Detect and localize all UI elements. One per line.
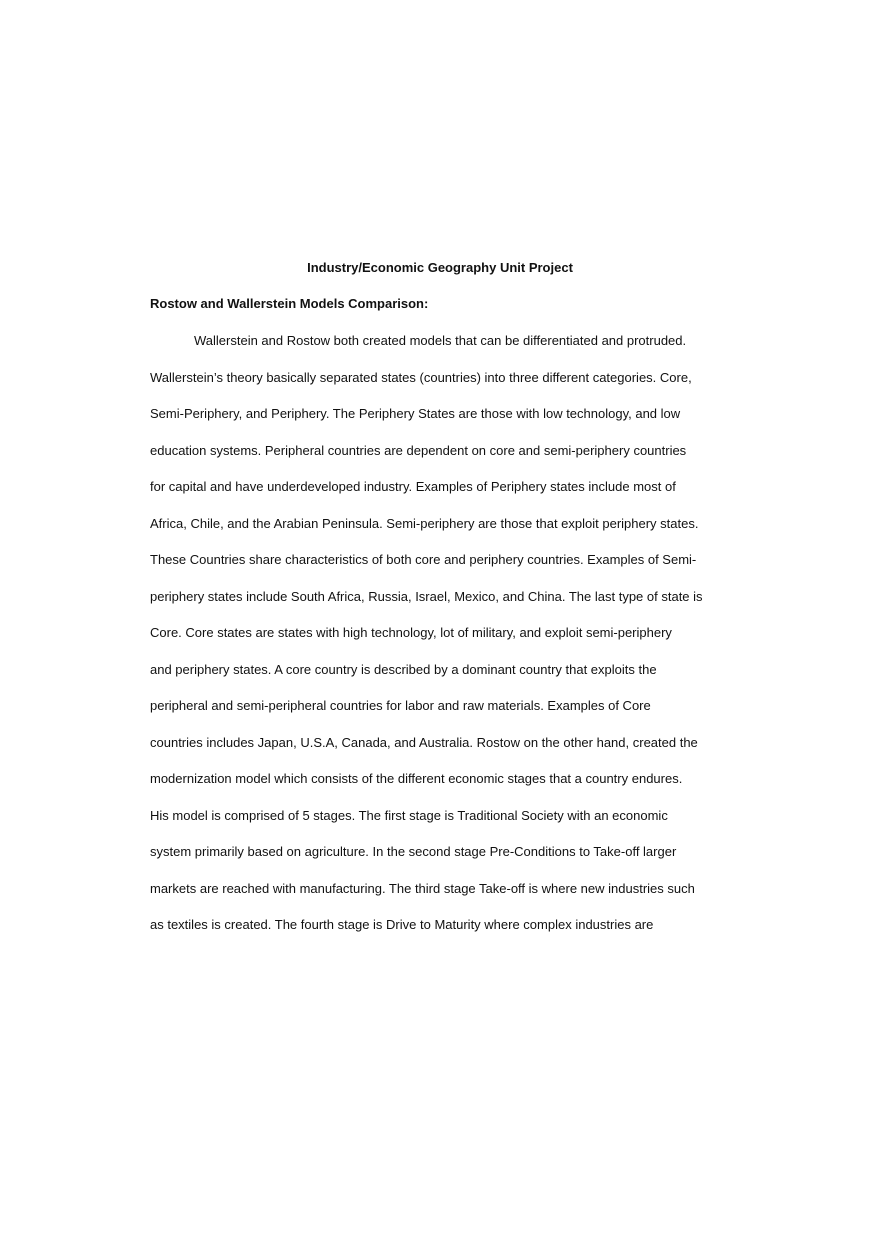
- paragraph-line: modernization model which consists of the different economic stages that a country endures.: [150, 771, 683, 786]
- paragraph-line: Wallerstein and Rostow both created models that can be differentiated and protruded.: [194, 333, 687, 348]
- paragraph-line: countries includes Japan, U.S.A, Canada, and Australia. Rostow on the other hand, created the: [150, 734, 698, 750]
- paragraph-line: markets are reached with manufacturing. The third stage Take-off is where new industries such: [150, 880, 695, 896]
- paragraph-line: periphery states include South Africa, Russia, Israel, Mexico, and China. The last type of state is: [150, 588, 703, 604]
- document-title: Industry/Economic Geography Unit Project: [307, 260, 573, 275]
- paragraph-line: peripheral and semi-peripheral countries for labor and raw materials. Examples of Core: [150, 698, 651, 713]
- paragraph-line: system primarily based on agriculture. In the second stage Pre-Conditions to Take-off larger: [150, 844, 677, 859]
- paragraph-line: Africa, Chile, and the Arabian Peninsula. Semi-periphery are those that exploit periphery states.: [150, 515, 699, 531]
- paragraph-line: for capital and have underdeveloped industry. Examples of Periphery states include most of: [150, 479, 676, 494]
- paragraph-line: His model is comprised of 5 stages. The first stage is Traditional Society with an economic: [150, 807, 668, 823]
- paragraph-line: as textiles is created. The fourth stage is Drive to Maturity where complex industries are: [150, 917, 654, 932]
- paragraph-line: Core. Core states are states with high technology, lot of military, and exploit semi-periphery: [150, 625, 672, 640]
- paragraph-line: and periphery states. A core country is described by a dominant country that exploits the: [150, 661, 657, 677]
- section-heading: Rostow and Wallerstein Models Comparison:: [150, 296, 429, 311]
- paragraph-line: These Countries share characteristics of both core and periphery countries. Examples of Semi-: [150, 552, 697, 567]
- paragraph-line: Semi-Periphery, and Periphery. The Periphery States are those with low technology, and low: [150, 406, 681, 421]
- paragraph-line: Wallerstein’s theory basically separated states (countries) into three different categories. Core,: [150, 369, 692, 385]
- paragraph-line: education systems. Peripheral countries are dependent on core and semi-periphery countries: [150, 442, 687, 458]
